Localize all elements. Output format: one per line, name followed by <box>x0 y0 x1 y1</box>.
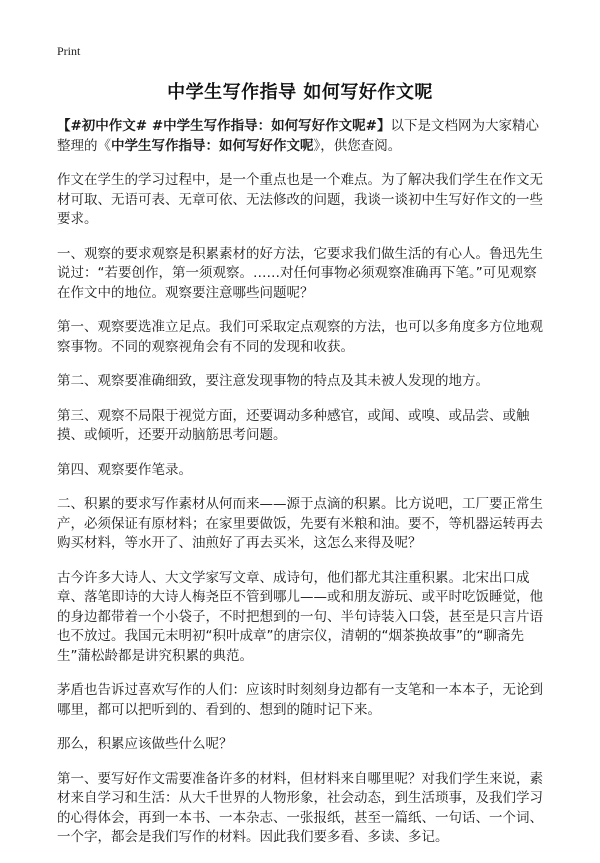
paragraph: 一、观察的要求观察是积累素材的好方法，它要求我们做生活的有心人。鲁迅先生说过：“若要创作，第一须观察。……对任何事物必须观察准确再下笔。”可见观察在作文中的地位。观察要注意哪些问题呢？ <box>57 245 543 301</box>
print-label: Print <box>57 44 81 58</box>
intro-text-before: 以下是文档网为大家精心整理的《 <box>57 118 539 154</box>
article-body <box>57 117 549 863</box>
intro-doc-title: 中学生写作指导：如何写好作文呢 <box>111 137 314 154</box>
paragraph: 第一、要写好作文需要准备许多的材料，但材料来自哪里呢？对我们学生来说，素材来自学习和生活：从大千世界的人物形象，社会动态，到生活琐事，及我们学习的心得体会，再到一本书、一本杂志、一张报纸，甚至一篇纸、一句话、一个词、一个字，都会是我们写作的材料。因此我们要多看、多读、多记。 <box>57 770 543 845</box>
paragraph: 二、积累的要求写作素材从何而来——源于点滴的积累。比方说吧，工厂要正常生产，必须保证有原材料；在家里要做饭，先要有米粮和油。要不，等机器运转再去购买材料，等水开了、油煎好了再去买米，这怎么来得及呢？ <box>57 496 543 551</box>
paragraph: 古今许多大诗人、大文学家写文章、成诗句，他们都尤其注重积累。北宋出口成章、落笔即诗的大诗人梅尧臣不管到哪儿——或和朋友游玩、或平时吃饭睡觉，他的身边都带着一个小袋子，不时把想到的一句、半句诗装入口袋，甚至是只言片语也不放过。我国元末明初“积叶成章”的唐宗仪，清朝的“烟茶换故事”的“聊斋先生”蒲松龄都是讲究积累的典范。 <box>57 569 543 664</box>
paragraph: 茅盾也告诉过喜欢写作的人们：应该时时刻刻身边都有一支笔和一本本子，无论到哪里，都可以把听到的、看到的、想到的随时记下来。 <box>57 682 543 718</box>
paragraph: 那么，积累应该做些什么呢？ <box>57 736 233 752</box>
paragraph: 第四、观察要作笔录。 <box>57 461 192 478</box>
paragraph: 作文在学生的学习过程中，是一个重点也是一个难点。为了解决我们学生在作文无材可取、无语可表、无章可依、无法修改的问题，我谈一谈初中生写好作文的一些要求。 <box>57 172 543 227</box>
paragraph: 第一、观察要选准立足点。我们可采取定点观察的方法，也可以多角度多方位地观察事物。不同的观察视角会有不同的发现和收获。 <box>57 319 543 355</box>
intro-text-after: 》，供您查阅。 <box>313 137 402 154</box>
page-title: 中学生写作指导 如何写好作文呢 <box>167 82 433 103</box>
paragraph: 第二、观察要准确细致，要注意发现事物的特点及其未被人发现的地方。 <box>57 373 489 389</box>
intro-tags: 【#初中作文# #中学生写作指导：如何写好作文呢#】 <box>57 118 391 134</box>
paragraph: 第三、观察不局限于视觉方面，还要调动多种感官，或闻、或嗅、或品尝、或触摸、或倾听，还要开动脑筋思考问题。 <box>57 407 530 443</box>
intro-paragraph <box>57 117 549 156</box>
